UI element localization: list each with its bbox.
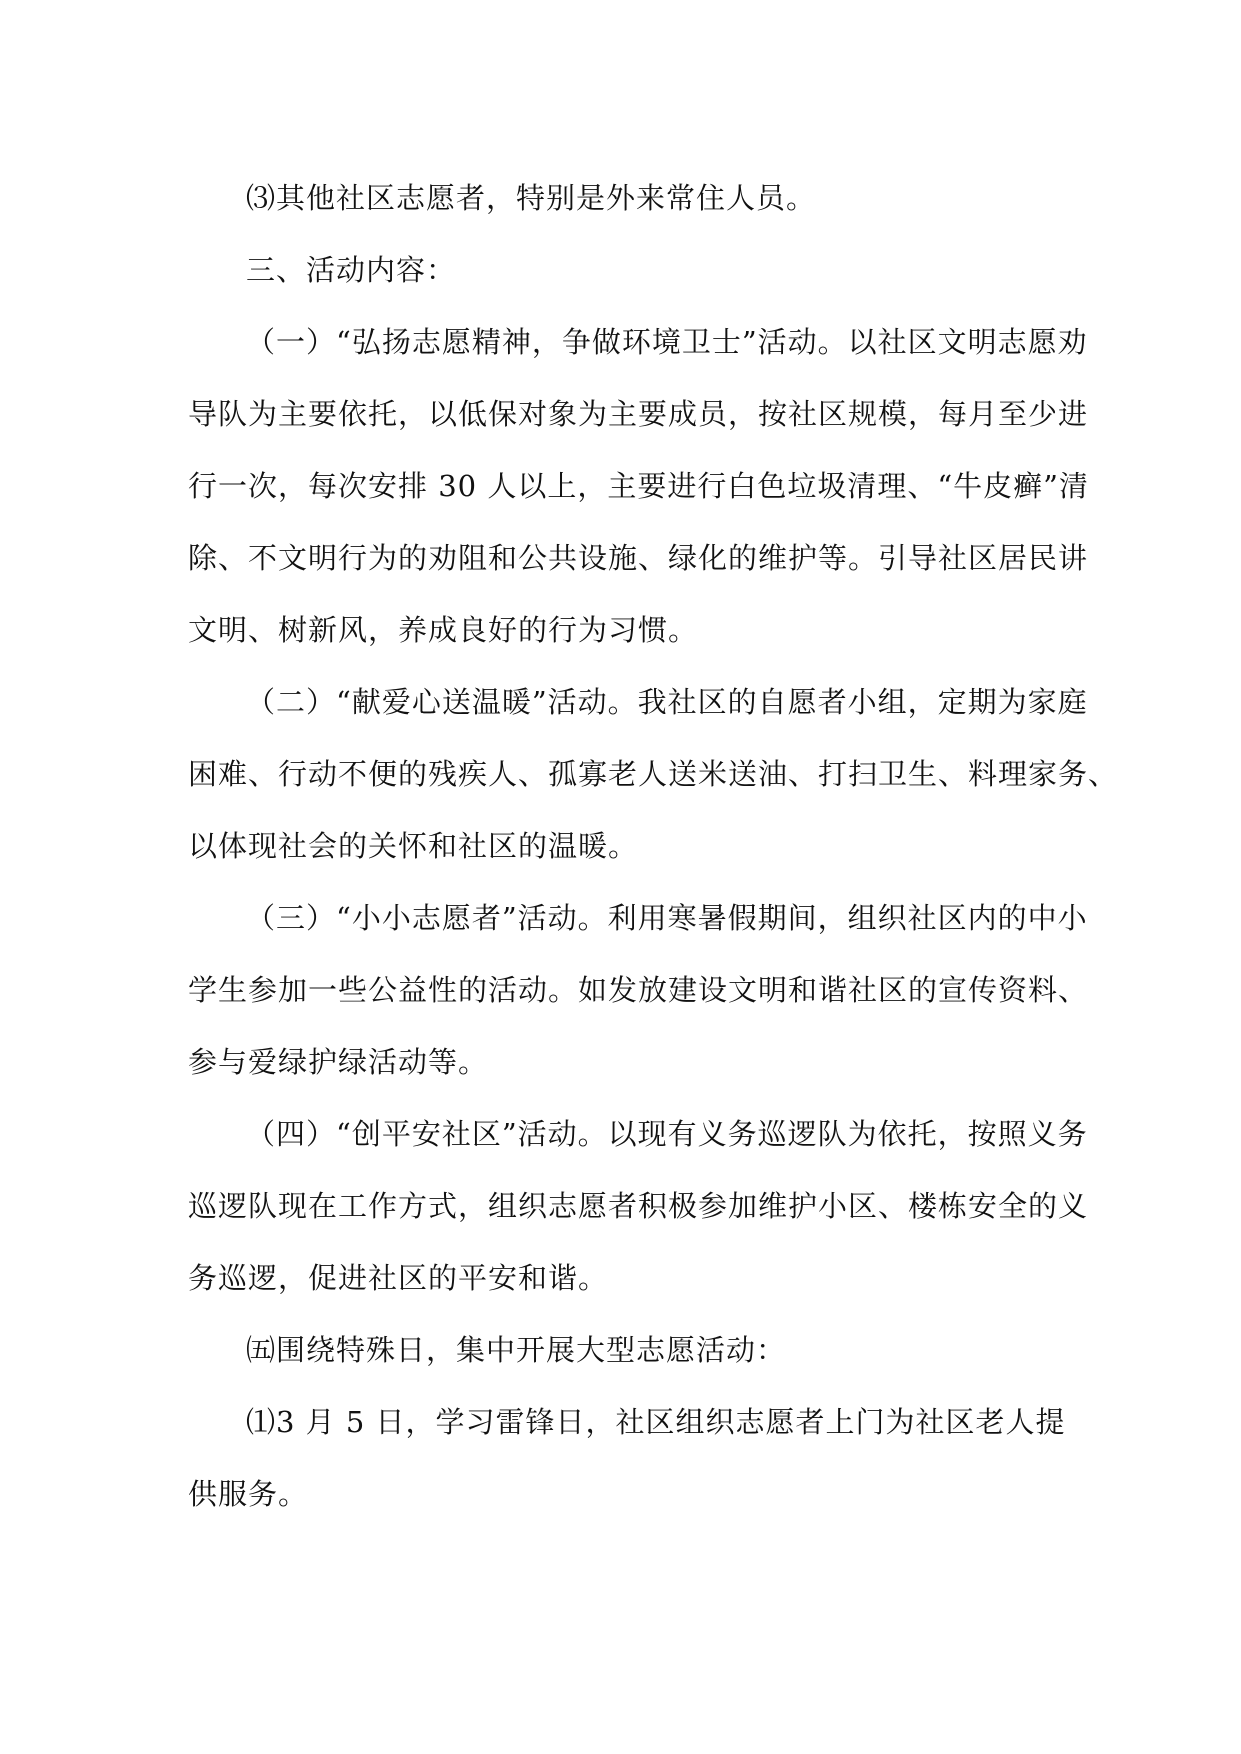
paragraph-line: 困难、行动不便的残疾人、孤寡老人送米送油、打扫卫生、料理家务、	[188, 757, 1119, 791]
paragraph-line: 参与爱绿护绿活动等。	[188, 1045, 489, 1079]
paragraph-line: 学生参加一些公益性的活动。如发放建设文明和谐社区的宣传资料、	[188, 973, 1089, 1007]
paragraph-line: 供服务。	[188, 1477, 309, 1511]
section-heading: 三、活动内容：	[246, 253, 457, 287]
paragraph-line: （一）“弘扬志愿精神，争做环境卫士”活动。以社区文明志愿劝	[246, 325, 1088, 359]
paragraph-line: 以体现社会的关怀和社区的温暖。	[188, 829, 639, 863]
paragraph-line: 除、不文明行为的劝阻和公共设施、绿化的维护等。引导社区居民讲	[188, 541, 1089, 575]
paragraph-line: 文明、树新风，养成良好的行为习惯。	[188, 613, 699, 647]
paragraph-line: 行一次，每次安排 30 人以上，主要进行白色垃圾清理、“牛皮癣”清	[188, 469, 1089, 503]
paragraph-line: ⑶其他社区志愿者，特别是外来常住人员。	[246, 181, 817, 215]
paragraph-line: 务巡逻，促进社区的平安和谐。	[188, 1261, 609, 1295]
paragraph-line: 导队为主要依托，以低保对象为主要成员，按社区规模，每月至少进	[188, 397, 1089, 431]
paragraph-line: ㈤围绕特殊日，集中开展大型志愿活动：	[246, 1333, 787, 1367]
paragraph-line: ⑴3 月 5 日，学习雷锋日，社区组织志愿者上门为社区老人提	[246, 1405, 1066, 1439]
paragraph-line: （四）“创平安社区”活动。以现有义务巡逻队为依托，按照义务	[246, 1117, 1088, 1151]
paragraph-line: （三）“小小志愿者”活动。利用寒暑假期间，组织社区内的中小	[246, 901, 1088, 935]
paragraph-line: 巡逻队现在工作方式，组织志愿者积极参加维护小区、楼栋安全的义	[188, 1189, 1089, 1223]
paragraph-line: （二）“献爱心送温暖”活动。我社区的自愿者小组，定期为家庭	[246, 685, 1088, 719]
